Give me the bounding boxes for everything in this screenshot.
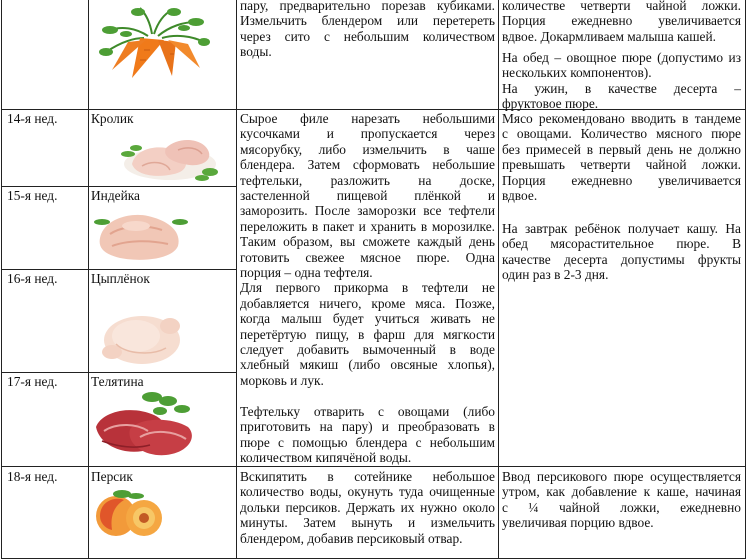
week-label: 16-я нед. — [7, 271, 58, 286]
column-divider — [88, 0, 89, 559]
text-line: На обед – овощное пюре (допустимо из — [502, 50, 741, 65]
text-line: морковь и лук. — [240, 372, 324, 388]
meat-notes-text-2-end — [502, 267, 741, 282]
text-line: Для первого прикорма в тефтели не — [240, 280, 495, 296]
text-line: минуты. Затем вынуть и измельчить — [240, 515, 495, 531]
text-line: Вскипятить в сотейнике небольшое — [240, 469, 495, 484]
week-label: 14-я нед. — [7, 111, 58, 126]
week-label: 18-я нед. — [7, 469, 58, 484]
column-divider — [1, 0, 2, 559]
row-divider — [1, 466, 746, 467]
text-line: нескольких компонентов). — [502, 65, 652, 81]
text-line: количество воды, окунуть туда очищенные — [240, 484, 495, 500]
text-line: дольки персиков. Держать их нужно около — [240, 499, 495, 515]
text-line: хлебный мякиш (либо овсяные хлопья), — [240, 357, 495, 373]
row-divider — [1, 372, 237, 373]
carrot-image — [92, 4, 212, 82]
text-line: вдвое. Докармливаем малыша кашей. — [502, 28, 717, 44]
text-line: мясорубку, либо измельчить в чаше — [240, 141, 495, 157]
text-line: переложить в пакет и хранить в морозилке. — [240, 218, 495, 234]
column-divider — [498, 0, 499, 559]
chicken-image — [96, 304, 188, 368]
meat-prep-text-3-end — [240, 450, 495, 465]
top-notes-lunch — [502, 50, 741, 65]
text-line: пюре с помощью блендера с небольшим — [240, 434, 495, 450]
veal-image — [92, 387, 202, 463]
text-line: обед мясорастительное пюре. В — [502, 236, 741, 252]
text-line: вдвое. — [502, 188, 538, 203]
top-notes-dinner — [502, 81, 741, 96]
text-line: когда малыш будет учиться живать не — [240, 311, 495, 327]
text-line: Порция ежедневно увеличивается — [502, 13, 741, 29]
week-label: 17-я нед. — [7, 374, 58, 389]
top-prep-last-line — [240, 44, 495, 59]
meat-prep-text-2-end — [240, 373, 495, 388]
text-line: Измельчить блендером или перетереть — [240, 13, 495, 29]
meat-prep-text-end — [240, 265, 495, 280]
text-line: с овощами. Количество мясного пюре — [502, 126, 741, 142]
rabbit-meat-image — [118, 126, 222, 186]
top-notes-line — [502, 29, 741, 44]
meat-notes-text — [502, 111, 741, 188]
text-line: через сито с небольшим количеством — [240, 28, 495, 44]
meat-notes-text-2 — [502, 221, 741, 267]
text-line: Тефтельку отварить с овощами (либо — [240, 404, 495, 419]
top-notes-lunch-last — [502, 65, 741, 80]
peach-notes-text-end — [502, 515, 741, 530]
text-line: заморозить. После заморозки все тефтели — [240, 203, 495, 219]
product-label: Телятина — [91, 374, 144, 389]
meat-prep-text-3 — [240, 404, 495, 450]
text-line: На ужин, в качестве десерта – — [502, 81, 741, 96]
product-label: Индейка — [91, 188, 141, 203]
peach-prep-text — [240, 469, 495, 531]
peach-prep-text-end — [240, 531, 495, 546]
text-line: качестве десерта допустимы фрукты — [502, 251, 741, 267]
text-line: утром, как добавление к каше, начиная — [502, 484, 741, 500]
meat-notes-text-end — [502, 188, 741, 203]
text-line: Сырое филе нарезать небольшими — [240, 111, 495, 126]
row-divider — [1, 269, 237, 270]
top-notes-text — [502, 0, 741, 29]
meat-prep-text-2 — [240, 280, 495, 372]
text-line: добавляется ничего, кроме мяса. Позже, — [240, 295, 495, 311]
text-line: следует добавить вымоченный в воде — [240, 341, 495, 357]
product-label: Персик — [91, 469, 133, 484]
product-label: Кролик — [91, 111, 134, 126]
text-line: Ввод персикового пюре осуществляется — [502, 469, 741, 484]
text-line: без примесей в первый день не должно — [502, 141, 741, 157]
column-divider — [745, 0, 746, 559]
text-line: На завтрак ребёнок получает кашу. На — [502, 221, 741, 236]
text-line: с ¼ чайной ложки, ежедневно — [502, 499, 741, 515]
text-line: Мясо рекомендовано вводить в тандеме — [502, 111, 741, 126]
text-line: порция – одна тефтеля. — [240, 265, 373, 280]
text-line: пару, предварительно порезав кубиками. — [240, 0, 495, 13]
week-label: 15-я нед. — [7, 188, 58, 203]
text-line: увеличивая порцию вдвое. — [502, 515, 654, 531]
text-line: блендера. Затем сформовать небольшие — [240, 157, 495, 173]
text-line: кусочками и пропускается через — [240, 126, 495, 142]
text-line: готовить свежее мясное пюре. Одна — [240, 249, 495, 265]
text-line: приготовить на пару) и преобразовать в — [240, 419, 495, 435]
text-line: застеленной пищевой плёнкой и — [240, 187, 495, 203]
column-divider — [236, 0, 237, 559]
text-line: фруктовое пюре. — [502, 96, 599, 112]
text-line: один раз в 2-3 дня. — [502, 267, 609, 283]
text-line: блендером, добавив персиковый отвар. — [240, 530, 463, 546]
peach-image — [92, 486, 168, 542]
turkey-image — [92, 204, 190, 266]
peach-notes-text — [502, 469, 741, 515]
text-line: количеством кипячёной воды. — [240, 450, 412, 466]
product-label: Цыплёнок — [91, 271, 150, 286]
text-line: количестве четверти чайной ложки. — [502, 0, 741, 13]
text-line: тефтельки, разложить на доске, — [240, 172, 495, 188]
text-line: воды. — [240, 44, 272, 60]
text-line: превышать четверти чайной ложки. — [502, 157, 741, 173]
meat-prep-text — [240, 111, 495, 265]
text-line: Порция ежедневно увеличивается — [502, 172, 741, 188]
text-line: перетёртую пищу, в фарш для мягкости — [240, 326, 495, 342]
row-divider — [1, 186, 237, 187]
top-prep-text — [240, 0, 495, 44]
text-line: Таким образом, вы сможете каждый день — [240, 234, 495, 250]
row-divider — [1, 558, 746, 559]
top-notes-dinner-last — [502, 96, 741, 111]
